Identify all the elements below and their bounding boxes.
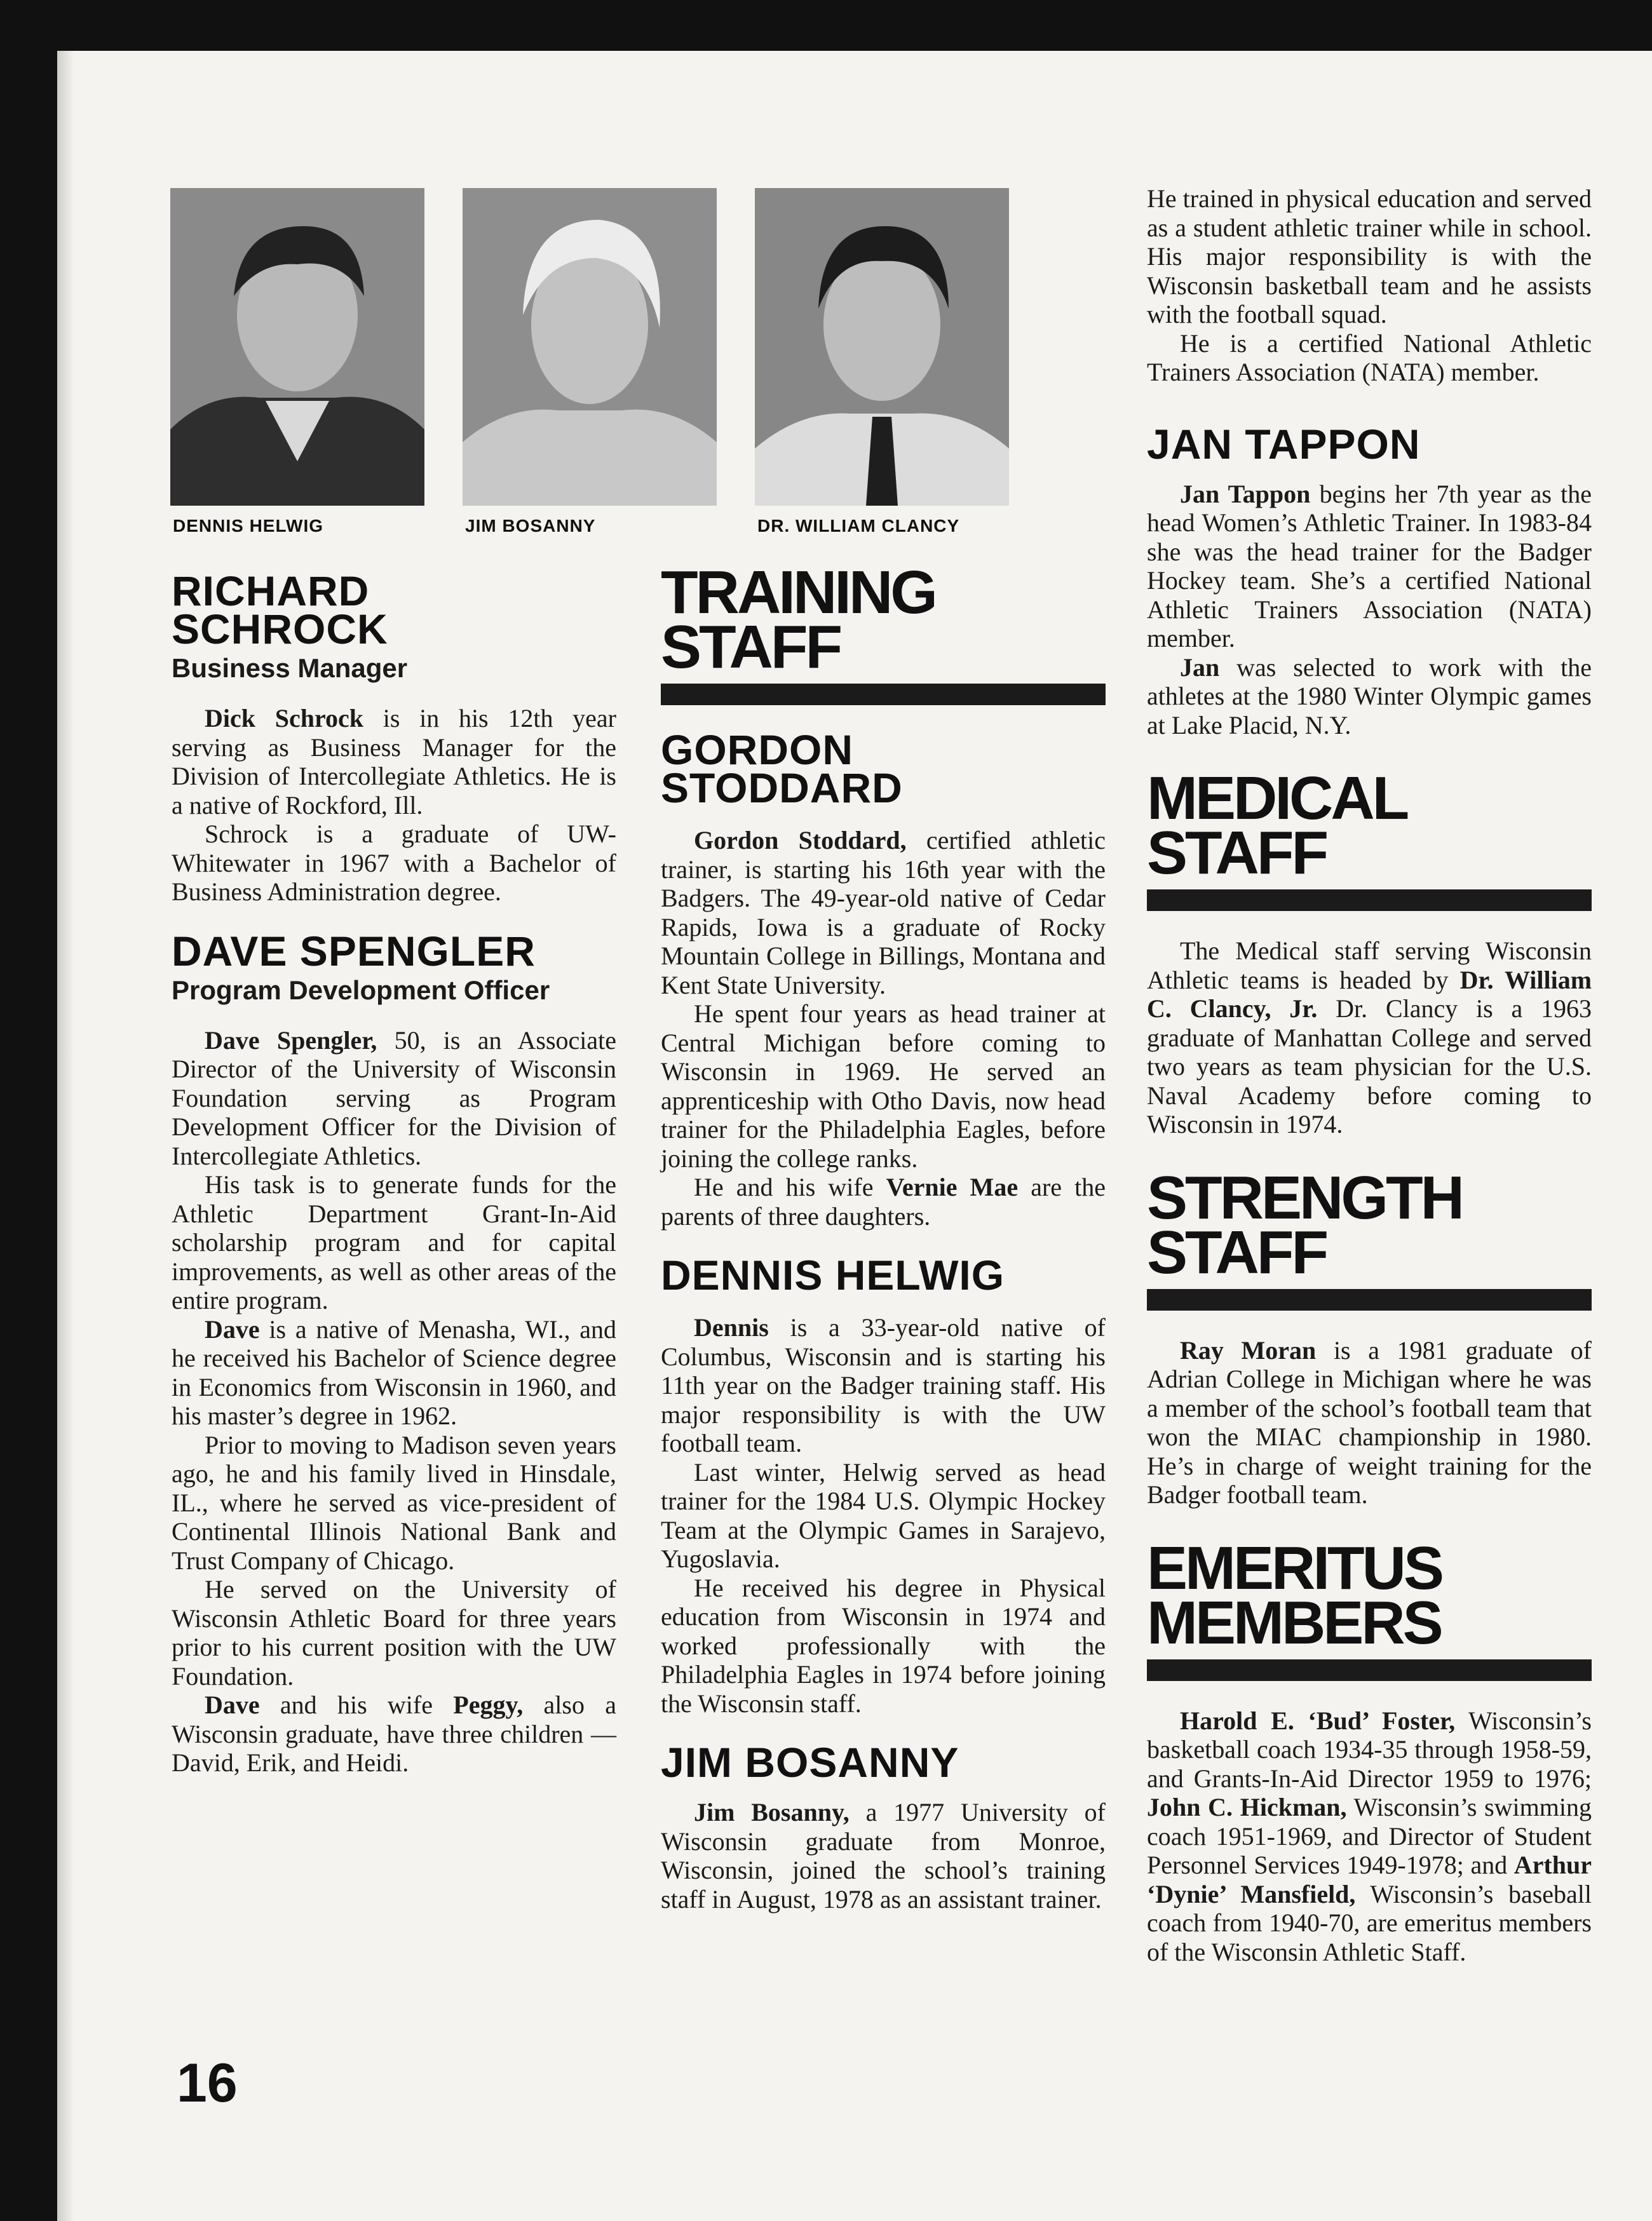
column-2 <box>661 558 1106 1914</box>
spengler-paragraph-5: He served on the University of Wisconsin Athletic Board for three years prior to his current position with the UW Foundation. <box>172 1575 616 1691</box>
training-staff-heading-line1: TRAINING <box>661 558 935 626</box>
strength-divider-bar <box>1147 1289 1592 1311</box>
schrock-paragraph-1: Dick Schrock is in his 12th year serving as Business Manager for the Division of Intercollegiate Athletics. He is a native of Rockford, Ill. <box>172 704 616 820</box>
medical-divider-bar <box>1147 889 1592 911</box>
caption-jim-bosanny: JIM BOSANNY <box>465 516 596 536</box>
column-1 <box>172 567 616 1778</box>
spengler-title: Program Development Officer <box>172 975 550 1005</box>
spengler-paragraph-3: Dave is a native of Menasha, WI., and he received his Bachelor of Science degree in Economics from Wisconsin in 1960, and his master’s degree in 1962. <box>172 1314 616 1430</box>
helwig-paragraph-2: Last winter, Helwig served as head trainer for the 1984 U.S. Olympic Hockey Team at the Olympic Games in Sarajevo, Yugoslavia. <box>661 1457 1106 1573</box>
emeritus-divider-bar <box>1147 1659 1592 1681</box>
spengler-paragraph-1: Dave Spengler, 50, is an Associate Director of the University of Wisconsin Foundation serving as Program Development Officer for the Division of Intercollegiate Athletics. <box>172 1025 616 1170</box>
page-number: 16 <box>177 2053 238 2114</box>
caption-dennis-helwig: DENNIS HELWIG <box>173 516 324 536</box>
spengler-heading: DAVE SPENGLER <box>172 927 536 975</box>
page-edge <box>57 51 74 2221</box>
spengler-paragraph-6: Dave and his wife Peggy, also a Wisconsin graduate, have three children — David, Erik, and Heidi. <box>172 1691 616 1777</box>
strength-paragraph-1: Ray Moran is a 1981 graduate of Adrian College in Michigan where he was a member of the school’s football team that won the MIAC championship in 1980. He’s in charge of weight training for the Badger football team. <box>1147 1335 1592 1509</box>
photo-william-clancy <box>755 188 1009 506</box>
helwig-heading: DENNIS HELWIG <box>661 1252 1005 1299</box>
photo-dennis-helwig <box>170 188 424 506</box>
tappon-paragraph-2: Jan was selected to work with the athletes at the 1980 Winter Olympic games at Lake Placid, N.Y. <box>1147 652 1592 739</box>
stoddard-paragraph-2: He spent four years as head trainer at Central Michigan before coming to Wisconsin in 1969. He served an apprenticeship with Otho Davis, now head trainer for the Philadelphia Eagles, before joining the college ranks. <box>661 999 1106 1173</box>
emeritus-paragraph-1: Harold E. ‘Bud’ Foster, Wisconsin’s basketball coach 1934-35 through 1958-59, and Grants-In-Aid Director 1959 to 1976; John C. Hickman, Wisconsin’s swimming coach 1951-1969, and Director of Student Personnel Services 1949-1978; and Arthur ‘Dynie’ Mansfield, Wisconsin’s baseball coach from 1940-70, are emeritus members of the Wisconsin Athletic Staff. <box>1147 1706 1592 1966</box>
bosanny-continued-paragraph-1: He trained in physical education and served as a student athletic trainer while in school. His major responsibility is with the Wisconsin basketball team and he assists with the football squad. <box>1147 184 1592 328</box>
tappon-heading: JAN TAPPON <box>1147 420 1421 468</box>
training-staff-heading-line2: STAFF <box>661 613 841 681</box>
bosanny-paragraph-1: Jim Bosanny, a 1977 University of Wisconsin graduate from Monroe, Wisconsin, joined the school’s training staff in August, 1978 as an assistant trainer. <box>661 1798 1106 1914</box>
strength-staff-heading-line2: STAFF <box>1147 1218 1327 1286</box>
photo-jim-bosanny <box>463 188 717 506</box>
medical-paragraph-1: The Medical staff serving Wisconsin Athletic teams is headed by Dr. William C. Clancy, Jr. Dr. Clancy is a 1963 graduate of Manhattan College and served two years as team physician for the U.S. Naval Academy before coming to Wisconsin in 1974. <box>1147 936 1592 1138</box>
bosanny-continued-paragraph-2: He is a certified National Athletic Trainers Association (NATA) member. <box>1147 328 1592 386</box>
schrock-paragraph-2: Schrock is a graduate of UW-Whitewater in 1967 with a Bachelor of Business Administration degree. <box>172 820 616 906</box>
stoddard-paragraph-1: Gordon Stoddard, certified athletic trainer, is starting his 16th year with the Badgers. The 49-year-old native of Cedar Rapids, Iowa is a graduate of Rocky Mountain College in Billings, Montana and Kent State University. <box>661 826 1106 999</box>
caption-william-clancy: DR. WILLIAM CLANCY <box>757 516 960 536</box>
tappon-paragraph-1: Jan Tappon begins her 7th year as the head Women’s Athletic Trainer. In 1983-84 she was the head trainer for the Badger Hockey team. She’s a certified National Athletic Trainers Association (NATA) member. <box>1147 479 1592 652</box>
stoddard-heading-line1: GORDON <box>661 726 853 773</box>
schrock-heading-line1: RICHARD <box>172 567 370 614</box>
stoddard-heading-line2: STODDARD <box>661 764 903 811</box>
schrock-heading-line2: SCHROCK <box>172 605 388 652</box>
emeritus-heading-line2: MEMBERS <box>1147 1588 1441 1657</box>
strength-staff-heading-line1: STRENGTH <box>1147 1163 1462 1232</box>
column-3 <box>1147 184 1592 1966</box>
spengler-paragraph-2: His task is to generate funds for the Athletic Department Grant-In-Aid scholarship program and for capital improvements, as well as other areas of the entire program. <box>172 1170 616 1314</box>
schrock-title: Business Manager <box>172 653 408 683</box>
medical-staff-heading: MEDICAL STAFF <box>1147 764 1406 887</box>
stoddard-paragraph-3: He and his wife Vernie Mae are the parents of three daughters. <box>661 1173 1106 1231</box>
bosanny-heading: JIM BOSANNY <box>661 1739 959 1786</box>
helwig-paragraph-3: He received his degree in Physical education from Wisconsin in 1974 and worked professionally with the Philadelphia Eagles in 1974 before joining the Wisconsin staff. <box>661 1573 1106 1718</box>
spengler-paragraph-4: Prior to moving to Madison seven years ago, he and his family lived in Hinsdale, IL., where he served as vice-president of Continental Illinois National Bank and Trust Company of Chicago. <box>172 1430 616 1575</box>
helwig-paragraph-1: Dennis is a 33-year-old native of Columbus, Wisconsin and is starting his 11th year on the Badger training staff. His major responsibility is with the UW football team. <box>661 1313 1106 1457</box>
emeritus-heading-line1: EMERITUS <box>1147 1534 1442 1602</box>
section-divider-bar <box>661 684 1106 705</box>
